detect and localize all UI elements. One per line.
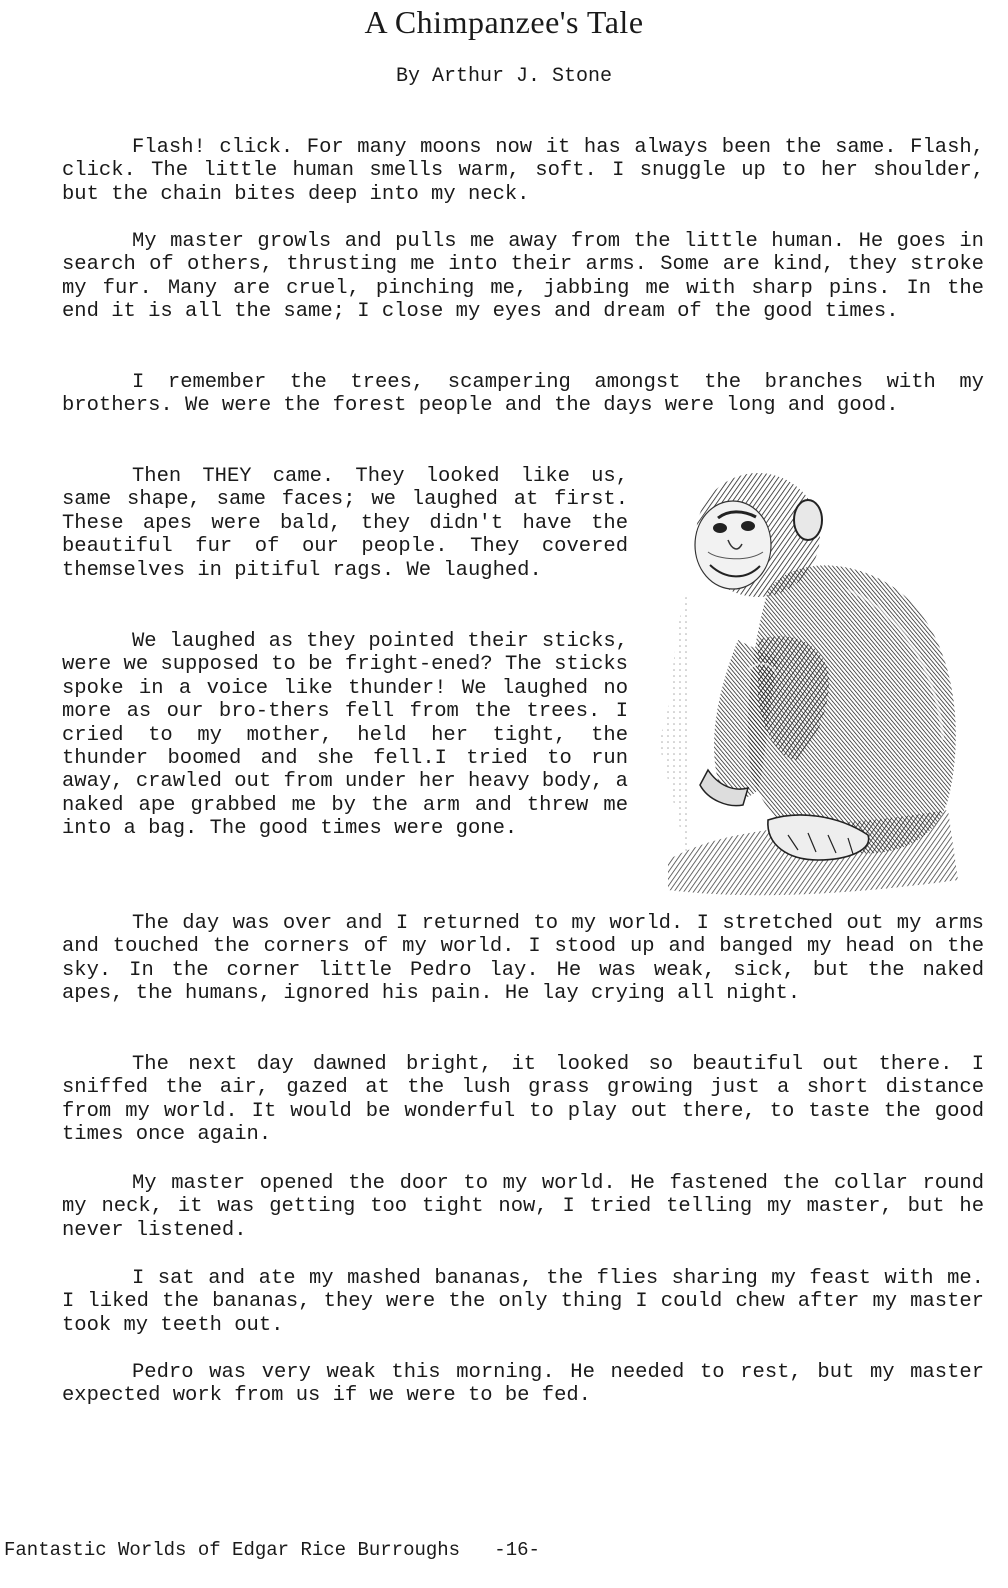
chimpanzee-illustration [648,440,968,902]
paragraph-1: Flash! click. For many moons now it has always been the same. Flash, click. The little human smells warm, soft. I snuggle up to her shoulder, but the chain bites deep into my neck. [62,136,984,206]
paragraph-2: My master growls and pulls me away from the little human. He goes in search of others, thrusting me into their arms. Some are kind, they stroke my fur. Many are cruel, pinching me, jabbing me with sharp pins. In the end it is all the same; I close my eyes and dream of the good times. [62,230,984,324]
paragraph-8: My master opened the door to my world. He fastened the collar round my neck, it was getting too tight now, I tried telling my master, but he never listened. [62,1172,984,1242]
paragraph-7: The next day dawned bright, it looked so beautiful out there. I sniffed the air, gazed at the lush grass growing just a short distance from my world. It would be wonderful to play out there, to taste the good times once again. [62,1053,984,1147]
author-byline: By Arthur J. Stone [395,65,613,88]
paragraph-5: We laughed as they pointed their sticks, were we supposed to be fright-ened? The sticks spoke in a voice like thunder! We laughed no more as our bro-thers fell from the trees. I cried to my mother, held her tight, the thunder boomed and she fell.I tried to run away, crawled out from under her heavy body, a naked ape grabbed me by the arm and threw me into a bag. The good times were gone. [62,630,628,841]
paragraph-4: Then THEY came. They looked like us, same shape, same faces; we laughed at first. These apes were bald, they didn't have the beautiful fur of our people. They covered themselves in pitiful rags. We laughed. [62,465,628,582]
page-number: -16- [494,1539,540,1561]
page-footer [4,1539,540,1561]
publication-name: Fantastic Worlds of Edgar Rice Burroughs [4,1539,461,1561]
story-title: A Chimpanzee's Tale [364,4,644,40]
paragraph-6: The day was over and I returned to my world. I stretched out my arms and touched the corners of my world. I stood up and banged my head on the sky. In the corner little Pedro lay. He was weak, sick, but the naked apes, the humans, ignored his pain. He lay crying all night. [62,912,984,1006]
paragraph-3: I remember the trees, scampering amongst the branches with my brothers. We were the forest people and the days were long and good. [62,371,984,418]
paragraph-10: Pedro was very weak this morning. He needed to rest, but my master expected work from us if we were to be fed. [62,1361,984,1408]
paragraph-9: I sat and ate my mashed bananas, the flies sharing my feast with me. I liked the bananas, they were the only thing I could chew after my master took my teeth out. [62,1267,984,1337]
